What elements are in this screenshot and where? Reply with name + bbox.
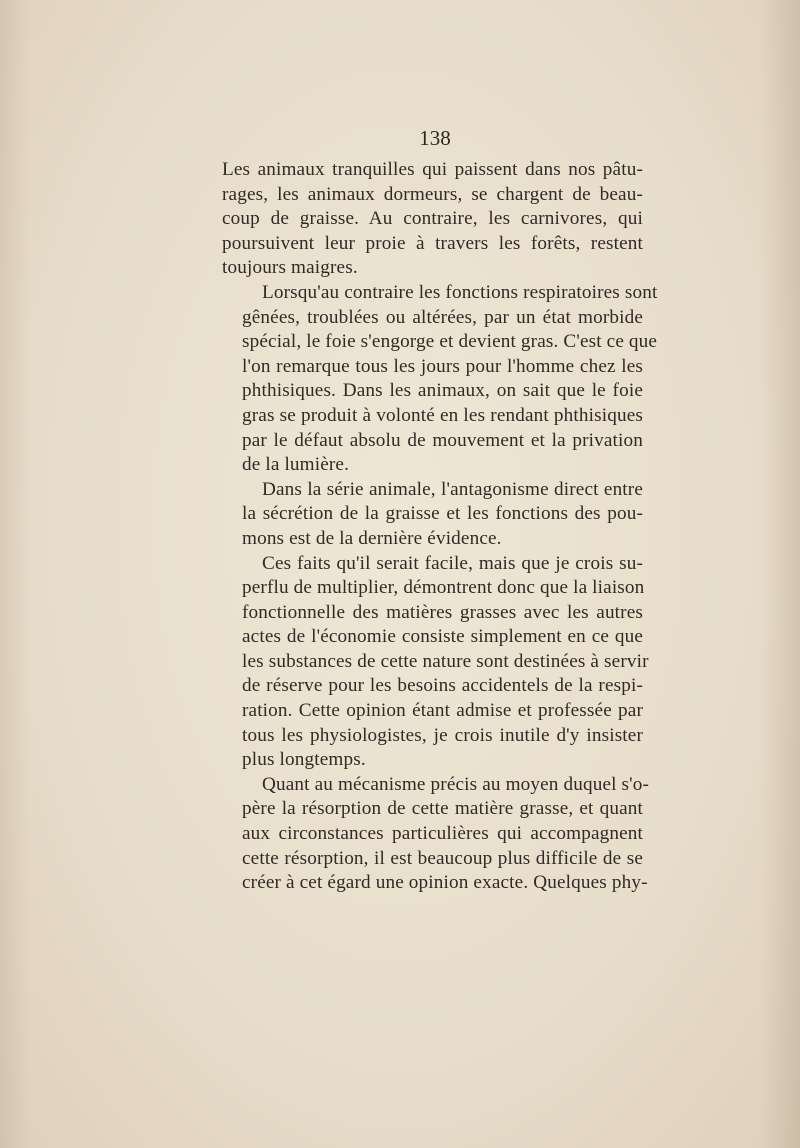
text-line: par le défaut absolu de mouvement et la privation: [242, 429, 643, 451]
page-shadow-right: [760, 0, 800, 1148]
text-line: Lorsqu'au contraire les fonctions respiratoires sont: [262, 281, 658, 303]
paragraph: [222, 281, 658, 478]
text-line: ration. Cette opinion étant admise et professée par: [242, 700, 643, 722]
text-line: cette résorption, il est beaucoup plus difficile de se: [242, 847, 643, 869]
text-line: tous les physiologistes, je crois inutile d'y insister: [242, 724, 643, 746]
page-shadow-left: [0, 0, 30, 1148]
text-line: la sécrétion de la graisse et les fonctions des pou-: [242, 503, 643, 525]
text-line: père la résorption de cette matière grasse, et quant: [242, 798, 643, 820]
text-line: rages, les animaux dormeurs, se chargent de beau-: [222, 183, 643, 205]
paragraph: [222, 158, 643, 281]
text-line: de la lumière.: [242, 454, 350, 476]
text-line: gras se produit à volonté en les rendant phthisiques: [242, 404, 643, 426]
text-line: Quant au mécanisme précis au moyen duquel s'o-: [262, 773, 650, 795]
text-line: Les animaux tranquilles qui paissent dans nos pâtu-: [222, 159, 643, 180]
paragraph: [222, 773, 650, 896]
paragraph: [222, 552, 649, 773]
text-line: l'on remarque tous les jours pour l'homme chez les: [242, 355, 643, 377]
text-line: de réserve pour les besoins accidentels de la respi-: [242, 675, 643, 697]
text-line: aux circonstances particulières qui accompagnent: [242, 823, 643, 845]
text-line: Ces faits qu'il serait facile, mais que je crois su-: [262, 552, 643, 574]
text-line: coup de graisse. Au contraire, les carnivores, qui: [222, 208, 643, 230]
text-line: Dans la série animale, l'antagonisme direct entre: [262, 478, 643, 500]
text-line: plus longtemps.: [242, 749, 366, 771]
text-line: gênées, troublées ou altérées, par un état morbide: [242, 306, 643, 328]
paragraph: [222, 478, 643, 552]
text-line: phthisiques. Dans les animaux, on sait que le foie: [242, 380, 643, 402]
text-line: toujours maigres.: [222, 257, 358, 279]
page-number: 138: [419, 126, 451, 150]
text-line: mons est de la dernière évidence.: [242, 527, 502, 549]
text-line: poursuivent leur proie à travers les forêts, restent: [222, 232, 643, 254]
text-line: spécial, le foie s'engorge et devient gras. C'est ce que: [242, 331, 658, 353]
text-line: actes de l'économie consiste simplement en ce que: [242, 626, 643, 648]
text-line: créer à cet égard une opinion exacte. Quelques phy-: [242, 872, 648, 894]
text-line: les substances de cette nature sont destinées à servir: [242, 650, 649, 672]
body-text: [222, 158, 658, 896]
text-line: fonctionnelle des matières grasses avec les autres: [242, 601, 643, 623]
text-line: perflu de multiplier, démontrent donc que la liaison: [242, 577, 645, 599]
